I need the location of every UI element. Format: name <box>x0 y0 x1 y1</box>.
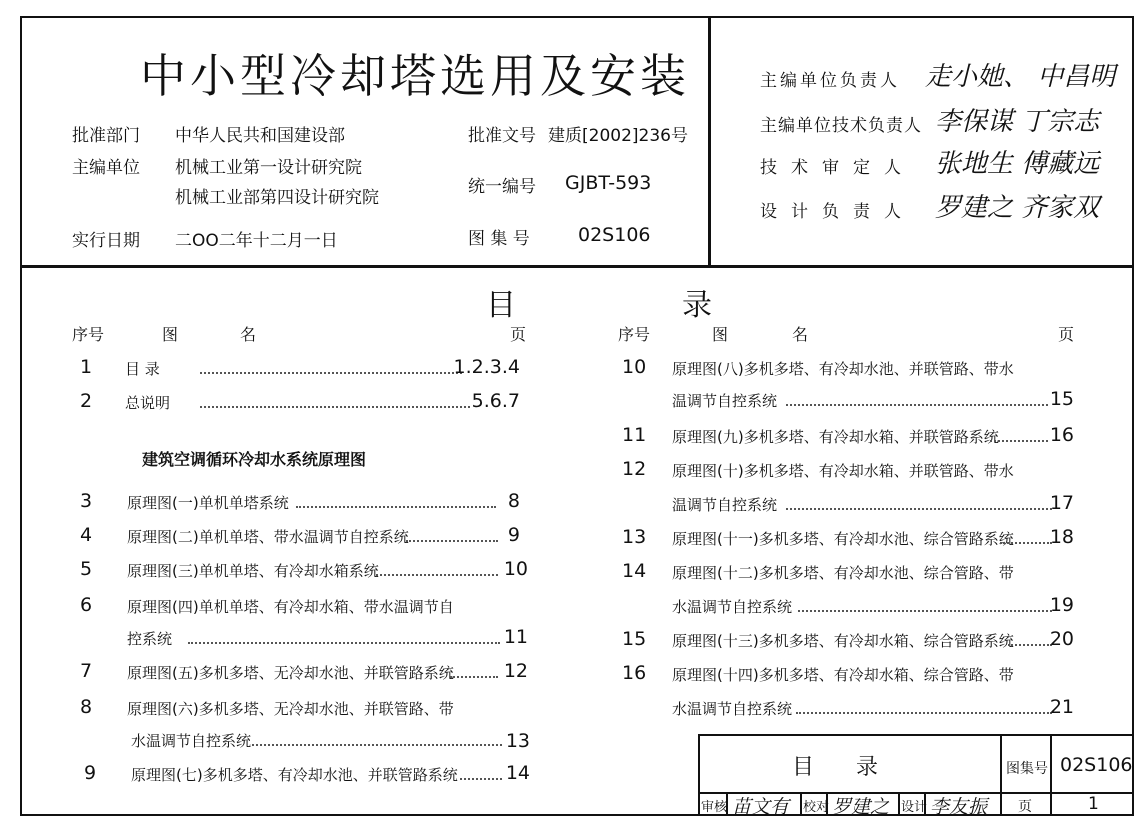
col-name-2-right: 名 <box>792 325 809 344</box>
toc-item-page: 10 <box>503 558 528 580</box>
toc-item-no: 10 <box>622 356 647 378</box>
toc-item-no: 4 <box>80 524 93 546</box>
sig-label-tech-review: 技术审定人 <box>760 158 915 178</box>
design-label: 设计 <box>901 800 928 815</box>
atlas-no: 02S106 <box>578 224 651 246</box>
toc-item-no: 1 <box>80 356 93 378</box>
review-signature: 苗文有 <box>732 796 790 818</box>
page-label: 页 <box>1018 799 1032 815</box>
page-number: 1 <box>1088 794 1099 814</box>
toc-item-title-cont[interactable]: 控系统 <box>127 630 173 648</box>
toc-item-title[interactable]: 总说明 <box>125 394 171 412</box>
toc-item-no: 9 <box>84 762 97 784</box>
editor-label: 主编单位 <box>72 158 140 178</box>
toc-item-page: 8 <box>507 490 520 512</box>
toc-item-no: 14 <box>622 560 647 582</box>
col-name-1-right: 图 <box>712 325 729 344</box>
atlas-title: 中小型冷却塔选用及安装 <box>140 49 690 103</box>
toc-item-page: 5.6.7 <box>471 390 520 412</box>
approval-dept: 中华人民共和国建设部 <box>175 126 345 146</box>
toc-item-no: 11 <box>622 424 647 446</box>
toc-heading-right: 录 <box>682 288 712 323</box>
toc-heading-left: 目 <box>486 288 516 323</box>
toc-item-title-cont[interactable]: 温调节自控系统 <box>672 392 778 410</box>
toc-item-page: 12 <box>503 660 528 682</box>
editor-unit-1: 机械工业第一设计研究院 <box>175 158 362 178</box>
toc-item-title[interactable]: 原理图(十)多机多塔、有冷却水箱、并联管路、带水 <box>672 462 1014 480</box>
sheet-title-2: 录 <box>856 755 879 780</box>
toc-item-title[interactable]: 原理图(一)单机单塔系统 <box>127 494 289 512</box>
toc-item-no: 16 <box>622 662 647 684</box>
col-name-2-left: 名 <box>240 325 257 344</box>
toc-item-title[interactable]: 原理图(十二)多机多塔、有冷却水池、综合管路、带 <box>672 564 1014 582</box>
effective-date: 二OO二年十二月一日 <box>175 231 338 251</box>
col-name-1-left: 图 <box>162 325 179 344</box>
toc-item-title[interactable]: 原理图(十三)多机多塔、有冷却水箱、综合管路系统 <box>672 632 1014 650</box>
sig-design-lead: 罗建之 齐家双 <box>935 193 1100 223</box>
toc-item-no: 15 <box>622 628 647 650</box>
toc-item-title[interactable]: 原理图(五)多机多塔、无冷却水池、并联管路系统 <box>127 664 454 682</box>
approval-no-label: 批准文号 <box>468 126 536 146</box>
toc-item-title[interactable]: 原理图(十一)多机多塔、有冷却水池、综合管路系统 <box>672 530 1014 548</box>
toc-item-page: 15 <box>1049 388 1074 410</box>
sig-tech-review: 张地生 傅藏远 <box>935 149 1100 179</box>
toc-item-page: 16 <box>1049 424 1074 446</box>
atlas-no-label: 图 集 号 <box>468 229 530 249</box>
toc-item-page: 17 <box>1049 492 1074 514</box>
toc-item-page: 1.2.3.4 <box>453 356 520 378</box>
toc-item-page: 11 <box>503 626 528 648</box>
toc-item-no: 7 <box>80 660 93 682</box>
col-no-right: 序号 <box>618 325 651 344</box>
unified-no: GJBT-593 <box>565 172 652 194</box>
review-label: 审核 <box>701 800 728 815</box>
toc-item-title[interactable]: 原理图(八)多机多塔、有冷却水池、并联管路、带水 <box>672 360 1014 378</box>
toc-item-no: 12 <box>622 458 647 480</box>
toc-item-title-cont[interactable]: 水温调节自控系统 <box>131 732 252 750</box>
toc-item-title[interactable]: 原理图(二)单机单塔、带水温调节自控系统 <box>127 528 409 546</box>
toc-item-page: 19 <box>1049 594 1074 616</box>
toc-item-page: 13 <box>505 730 530 752</box>
sheet-title-1: 目 <box>792 755 815 780</box>
toc-item-page: 21 <box>1049 696 1074 718</box>
sig-label-tech-lead: 主编单位技术负责人 <box>760 116 922 136</box>
toc-item-no: 13 <box>622 526 647 548</box>
header-divider <box>708 16 711 266</box>
title-block-divider <box>800 792 802 816</box>
atlas-no-tb: 02S106 <box>1060 754 1133 776</box>
sig-label-design-lead: 设计负责人 <box>760 202 915 222</box>
header-bottom-rule <box>20 265 1134 268</box>
design-signature: 李友振 <box>930 796 988 818</box>
toc-item-title-cont[interactable]: 温调节自控系统 <box>672 496 778 514</box>
check-signature: 罗建之 <box>832 796 890 818</box>
title-block-divider <box>1000 734 1002 816</box>
toc-item-page: 14 <box>505 762 530 784</box>
toc-item-title-cont[interactable]: 水温调节自控系统 <box>672 700 793 718</box>
toc-item-page: 18 <box>1049 526 1074 548</box>
toc-item-title-cont[interactable]: 水温调节自控系统 <box>672 598 793 616</box>
toc-item-title[interactable]: 原理图(九)多机多塔、有冷却水箱、并联管路系统 <box>672 428 999 446</box>
col-page-left: 页 <box>510 325 527 344</box>
toc-item-title[interactable]: 原理图(十四)多机多塔、有冷却水箱、综合管路、带 <box>672 666 1014 684</box>
check-label: 校对 <box>803 800 830 815</box>
title-block-divider <box>1050 734 1052 816</box>
toc-item-no: 3 <box>80 490 93 512</box>
approval-no: 建质[2002]236号 <box>548 126 688 146</box>
toc-item-no: 8 <box>80 696 93 718</box>
title-block-divider <box>898 792 900 816</box>
toc-item-title[interactable]: 原理图(六)多机多塔、无冷却水池、并联管路、带 <box>127 700 454 718</box>
col-page-right: 页 <box>1058 325 1075 344</box>
col-no-left: 序号 <box>72 325 105 344</box>
editor-unit-2: 机械工业部第四设计研究院 <box>175 188 379 208</box>
toc-item-no: 6 <box>80 594 93 616</box>
toc-item-title[interactable]: 原理图(三)单机单塔、有冷却水箱系统 <box>127 562 379 580</box>
toc-item-title[interactable]: 目 录 <box>125 360 160 378</box>
sig-tech-lead: 李保谋 丁宗志 <box>935 107 1100 137</box>
toc-item-no: 5 <box>80 558 93 580</box>
sig-chief-unit: 走小她、 中昌明 <box>925 62 1116 92</box>
section-title: 建筑空调循环冷却水系统原理图 <box>142 450 367 469</box>
toc-item-page: 9 <box>507 524 520 546</box>
toc-item-title[interactable]: 原理图(四)单机单塔、有冷却水箱、带水温调节自 <box>127 598 454 616</box>
toc-leader <box>786 404 1048 406</box>
approval-dept-label: 批准部门 <box>72 126 140 146</box>
toc-leader <box>200 406 470 408</box>
effective-date-label: 实行日期 <box>72 231 140 251</box>
toc-leader <box>200 372 462 374</box>
atlas-no-label-tb: 图集号 <box>1006 761 1048 777</box>
unified-no-label: 统一编号 <box>468 177 536 197</box>
toc-item-title[interactable]: 原理图(七)多机多塔、有冷却水池、并联管路系统 <box>131 766 458 784</box>
sig-label-chief-unit: 主编单位负责人 <box>760 71 900 91</box>
toc-item-page: 20 <box>1049 628 1074 650</box>
toc-item-no: 2 <box>80 390 93 412</box>
